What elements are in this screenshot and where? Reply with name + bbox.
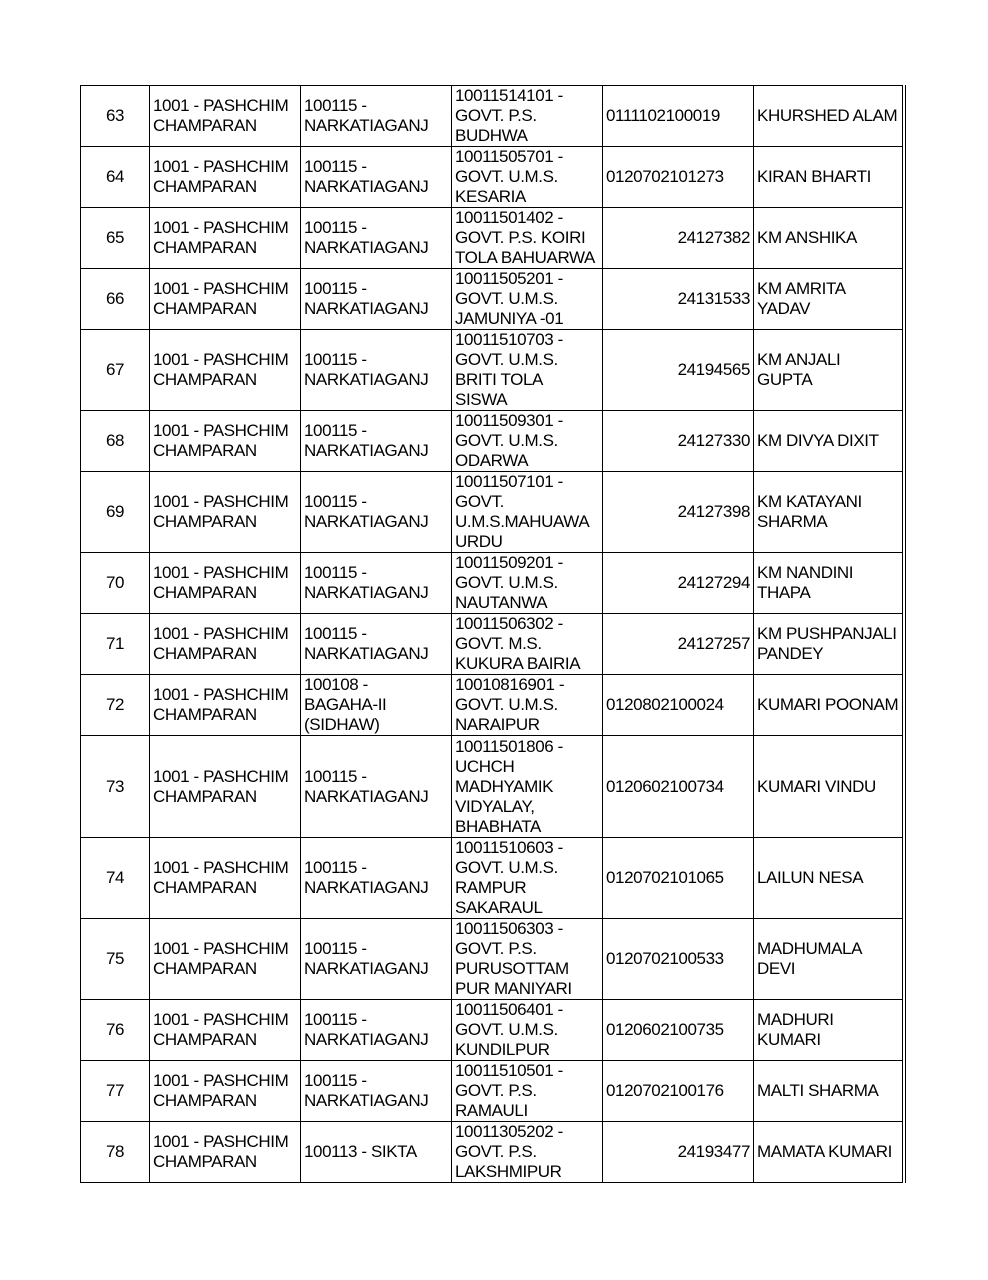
code-cell: 0120702100533 [603, 919, 754, 1000]
serial-number-cell: 68 [81, 411, 150, 472]
district-cell: 1001 - PASHCHIM CHAMPARAN [150, 1122, 301, 1183]
name-cell: KUMARI POONAM [754, 675, 905, 736]
name-cell: KM ANSHIKA [754, 208, 905, 269]
serial-number-cell: 78 [81, 1122, 150, 1183]
name-cell: KM AMRITA YADAV [754, 269, 905, 330]
block-cell: 100115 - NARKATIAGANJ [301, 838, 452, 919]
name-cell: MADHUMALA DEVI [754, 919, 905, 1000]
name-cell: KHURSHED ALAM [754, 86, 905, 147]
table-row [81, 736, 905, 838]
school-cell: 10011510603 - GOVT. U.M.S. RAMPUR SAKARAUL [452, 838, 603, 919]
code-cell: 24127382 [603, 208, 754, 269]
district-cell: 1001 - PASHCHIM CHAMPARAN [150, 553, 301, 614]
school-cell: 10011501806 - UCHCH MADHYAMIK VIDYALAY, BHABHATA [452, 736, 603, 838]
block-cell: 100115 - NARKATIAGANJ [301, 1000, 452, 1061]
block-cell: 100115 - NARKATIAGANJ [301, 411, 452, 472]
table-row [81, 147, 905, 208]
block-cell: 100115 - NARKATIAGANJ [301, 472, 452, 553]
table-row [81, 86, 905, 147]
code-cell: 24127330 [603, 411, 754, 472]
block-cell: 100115 - NARKATIAGANJ [301, 208, 452, 269]
school-cell: 10011506302 - GOVT. M.S. KUKURA BAIRIA [452, 614, 603, 675]
table-row [81, 675, 905, 736]
table-row [81, 1061, 905, 1122]
code-cell: 0120702101273 [603, 147, 754, 208]
table-row [81, 919, 905, 1000]
school-cell: 10011509301 - GOVT. U.M.S. ODARWA [452, 411, 603, 472]
code-cell: 0120602100734 [603, 736, 754, 838]
district-cell: 1001 - PASHCHIM CHAMPARAN [150, 675, 301, 736]
school-cell: 10011506303 - GOVT. P.S. PURUSOTTAM PUR MANIYARI [452, 919, 603, 1000]
block-cell: 100115 - NARKATIAGANJ [301, 86, 452, 147]
table-row [81, 838, 905, 919]
table-row [81, 472, 905, 553]
school-cell: 10011510703 - GOVT. U.M.S. BRITI TOLA SISWA [452, 330, 603, 411]
serial-number-cell: 65 [81, 208, 150, 269]
school-cell: 10011506401 - GOVT. U.M.S. KUNDILPUR [452, 1000, 603, 1061]
district-cell: 1001 - PASHCHIM CHAMPARAN [150, 736, 301, 838]
school-cell: 10011507101 - GOVT. U.M.S.MAHUAWA URDU [452, 472, 603, 553]
district-cell: 1001 - PASHCHIM CHAMPARAN [150, 330, 301, 411]
block-cell: 100113 - SIKTA [301, 1122, 452, 1183]
code-cell: 24131533 [603, 269, 754, 330]
records-table-body [81, 86, 905, 1183]
table-row [81, 269, 905, 330]
table-row [81, 1122, 905, 1183]
records-table [80, 85, 906, 1183]
block-cell: 100115 - NARKATIAGANJ [301, 736, 452, 838]
serial-number-cell: 75 [81, 919, 150, 1000]
serial-number-cell: 73 [81, 736, 150, 838]
code-cell: 0120702101065 [603, 838, 754, 919]
block-cell: 100115 - NARKATIAGANJ [301, 919, 452, 1000]
code-cell: 24193477 [603, 1122, 754, 1183]
school-cell: 10011305202 - GOVT. P.S. LAKSHMIPUR [452, 1122, 603, 1183]
table-row [81, 1000, 905, 1061]
serial-number-cell: 72 [81, 675, 150, 736]
district-cell: 1001 - PASHCHIM CHAMPARAN [150, 919, 301, 1000]
serial-number-cell: 67 [81, 330, 150, 411]
district-cell: 1001 - PASHCHIM CHAMPARAN [150, 614, 301, 675]
code-cell: 24127398 [603, 472, 754, 553]
name-cell: KM KATAYANI SHARMA [754, 472, 905, 553]
district-cell: 1001 - PASHCHIM CHAMPARAN [150, 269, 301, 330]
serial-number-cell: 74 [81, 838, 150, 919]
code-cell: 24194565 [603, 330, 754, 411]
name-cell: KM PUSHPANJALI PANDEY [754, 614, 905, 675]
district-cell: 1001 - PASHCHIM CHAMPARAN [150, 147, 301, 208]
block-cell: 100115 - NARKATIAGANJ [301, 269, 452, 330]
code-cell: 0120602100735 [603, 1000, 754, 1061]
name-cell: KM DIVYA DIXIT [754, 411, 905, 472]
name-cell: MAMATA KUMARI [754, 1122, 905, 1183]
serial-number-cell: 63 [81, 86, 150, 147]
school-cell: 10011509201 - GOVT. U.M.S. NAUTANWA [452, 553, 603, 614]
block-cell: 100115 - NARKATIAGANJ [301, 147, 452, 208]
district-cell: 1001 - PASHCHIM CHAMPARAN [150, 411, 301, 472]
table-row [81, 330, 905, 411]
serial-number-cell: 64 [81, 147, 150, 208]
serial-number-cell: 71 [81, 614, 150, 675]
serial-number-cell: 69 [81, 472, 150, 553]
name-cell: KM ANJALI GUPTA [754, 330, 905, 411]
school-cell: 10010816901 - GOVT. U.M.S. NARAIPUR [452, 675, 603, 736]
name-cell: KIRAN BHARTI [754, 147, 905, 208]
code-cell: 0111102100019 [603, 86, 754, 147]
table-row [81, 553, 905, 614]
table-row [81, 614, 905, 675]
block-cell: 100115 - NARKATIAGANJ [301, 614, 452, 675]
name-cell: MALTI SHARMA [754, 1061, 905, 1122]
table-row [81, 208, 905, 269]
block-cell: 100115 - NARKATIAGANJ [301, 553, 452, 614]
serial-number-cell: 70 [81, 553, 150, 614]
name-cell: KUMARI VINDU [754, 736, 905, 838]
serial-number-cell: 76 [81, 1000, 150, 1061]
school-cell: 10011510501 - GOVT. P.S. RAMAULI [452, 1061, 603, 1122]
school-cell: 10011505701 - GOVT. U.M.S. KESARIA [452, 147, 603, 208]
district-cell: 1001 - PASHCHIM CHAMPARAN [150, 208, 301, 269]
school-cell: 10011505201 - GOVT. U.M.S. JAMUNIYA -01 [452, 269, 603, 330]
district-cell: 1001 - PASHCHIM CHAMPARAN [150, 86, 301, 147]
code-cell: 24127257 [603, 614, 754, 675]
school-cell: 10011514101 - GOVT. P.S. BUDHWA [452, 86, 603, 147]
name-cell: MADHURI KUMARI [754, 1000, 905, 1061]
block-cell: 100115 - NARKATIAGANJ [301, 1061, 452, 1122]
name-cell: KM NANDINI THAPA [754, 553, 905, 614]
name-cell: LAILUN NESA [754, 838, 905, 919]
code-cell: 24127294 [603, 553, 754, 614]
district-cell: 1001 - PASHCHIM CHAMPARAN [150, 472, 301, 553]
code-cell: 0120702100176 [603, 1061, 754, 1122]
block-cell: 100115 - NARKATIAGANJ [301, 330, 452, 411]
serial-number-cell: 77 [81, 1061, 150, 1122]
district-cell: 1001 - PASHCHIM CHAMPARAN [150, 1000, 301, 1061]
school-cell: 10011501402 - GOVT. P.S. KOIRI TOLA BAHUARWA [452, 208, 603, 269]
block-cell: 100108 - BAGAHA-II (SIDHAW) [301, 675, 452, 736]
district-cell: 1001 - PASHCHIM CHAMPARAN [150, 838, 301, 919]
serial-number-cell: 66 [81, 269, 150, 330]
district-cell: 1001 - PASHCHIM CHAMPARAN [150, 1061, 301, 1122]
table-row [81, 411, 905, 472]
code-cell: 0120802100024 [603, 675, 754, 736]
